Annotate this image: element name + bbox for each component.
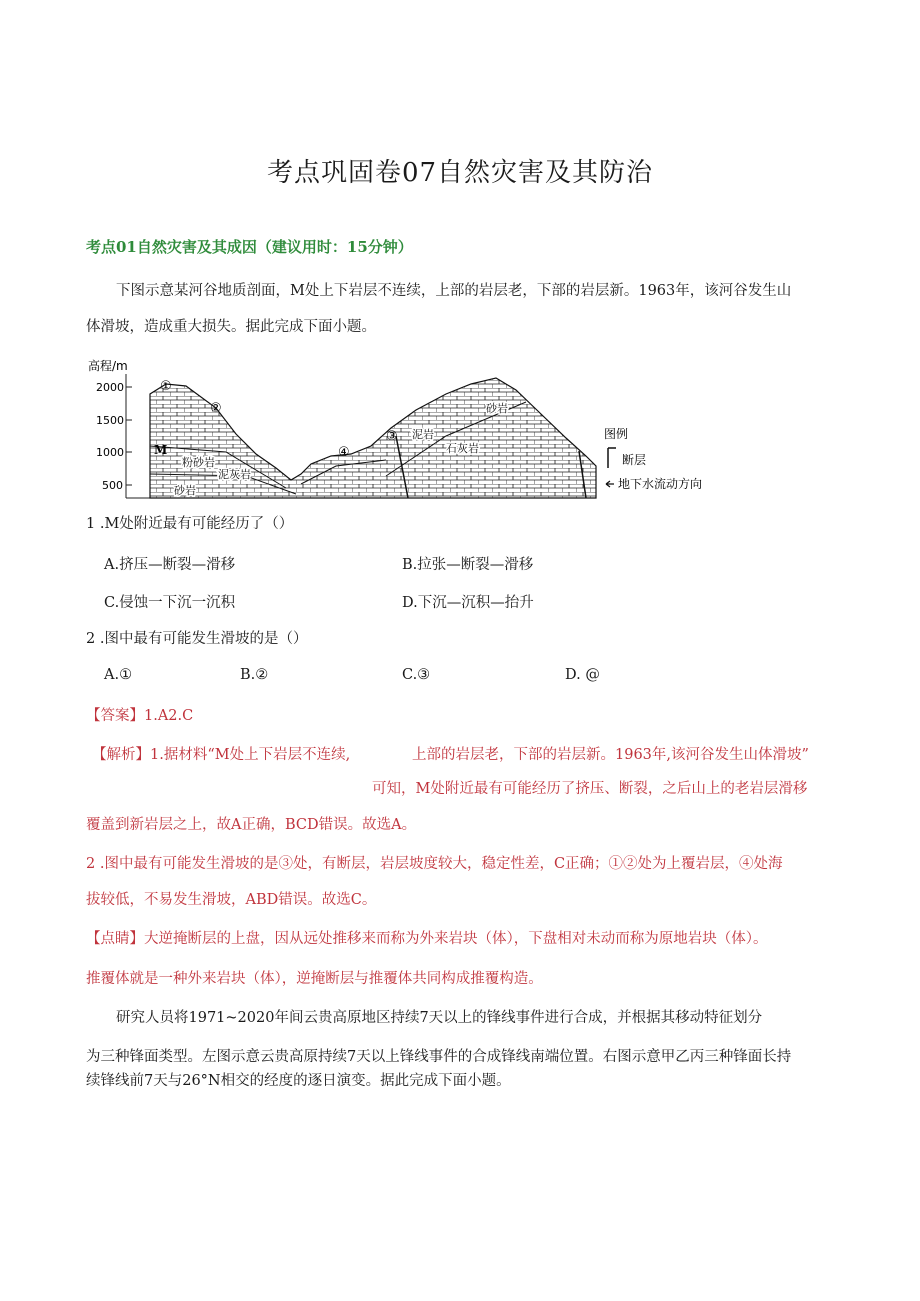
rock-label-limestone: 石灰岩 (446, 442, 479, 455)
analysis-1-part-b: 上部的岩层老，下部的岩层新。1963年,该河谷发生山体滑坡” (412, 747, 809, 763)
point-2: ② (210, 401, 222, 416)
paragraph-2-line-3: 续锋线前7天与26°N相交的经度的逐日演变。据此完成下面小题。 (86, 1073, 511, 1089)
y-axis-label: 高程/m (88, 359, 128, 373)
rock-label-sandstone-right: 砂岩 (486, 402, 508, 415)
legend-fault-label: 断层 (622, 453, 647, 467)
point-1: ① (160, 379, 172, 394)
intro-line-2: 体滑坡，造成重大损失。据此完成下面小题。 (86, 319, 376, 335)
rock-label-marl: 泥灰岩 (218, 468, 251, 481)
analysis-2-line-2: 拔较低，不易发生滑坡，ABD错误。故选C。 (86, 892, 377, 908)
geologic-cross-section (86, 356, 736, 506)
question-1-option-b: B.拉张—断裂—滑移 (402, 557, 534, 573)
y-tick-2000: 2000 (96, 381, 124, 394)
legend-water-label: 地下水流动方向 (618, 477, 703, 491)
question-1-option-a: A.挤压—断裂—滑移 (104, 557, 236, 573)
question-2-option-a: A.① (104, 667, 133, 683)
question-2-stem: 2 .图中最有可能发生滑坡的是（） (86, 631, 308, 647)
m-label: M (154, 443, 168, 457)
point-3: ③ (386, 429, 398, 444)
rock-label-siltstone: 粉砂岩 (182, 456, 215, 469)
page-title: 考点巩固卷07自然灾害及其防治 (266, 158, 654, 188)
tip-line-1: 【点睛】大逆掩断层的上盘，因从远处推移来而称为外来岩块（体），下盘相对未动而称为原地岩块（体）。 (86, 931, 768, 947)
intro-line-1: 下图示意某河谷地质剖面，M处上下岩层不连续，上部的岩层老，下部的岩层新。1963年，该河谷发生山 (116, 283, 792, 299)
section-heading: 考点01自然灾害及其成因（建议用时：15分钟） (86, 238, 413, 256)
answer: 【答案】1.A2.C (86, 708, 194, 724)
analysis-1-part-d: 覆盖到新岩层之上，故A正确，BCD错误。故选A。 (86, 817, 417, 833)
paragraph-2-line-1: 研究人员将1971~2020年间云贵高原地区持续7天以上的锋线事件进行合成，并根据其移动特征划分 (116, 1010, 763, 1026)
rock-label-sandstone-left: 砂岩 (174, 484, 196, 497)
tip-line-2: 推覆体就是一种外来岩块（体），逆掩断层与推覆体共同构成推覆构造。 (86, 971, 543, 987)
question-1-option-d: D.下沉—沉积—抬升 (402, 595, 534, 611)
terrain-profile (150, 378, 596, 498)
question-2-option-c: C.③ (402, 667, 431, 683)
question-1-stem: 1 .M处附近最有可能经历了（） (86, 516, 294, 532)
analysis-2-line-1: 2 .图中最有可能发生滑坡的是③处，有断层，岩层坡度较大，稳定性差，C正确；①②处为上覆岩层，④处海 (86, 856, 783, 872)
rock-label-mudstone: 泥岩 (412, 428, 434, 441)
paragraph-2-line-2: 为三种锋面类型。左图示意云贵高原持续7天以上锋线事件的合成锋线南端位置。右图示意甲乙丙三种锋面长持 (86, 1049, 792, 1065)
y-tick-1500: 1500 (96, 414, 124, 427)
question-2-option-b: B.② (240, 667, 269, 683)
y-tick-500: 500 (102, 479, 123, 492)
analysis-1-part-c: 可知，M处附近最有可能经历了挤压、断裂，之后山上的老岩层滑移 (372, 781, 808, 797)
question-2-option-d: D. @ (565, 667, 600, 683)
legend-title: 图例 (604, 427, 629, 441)
question-1-option-c: C.侵蚀一下沉一沉积 (104, 595, 236, 611)
legend-water-arrow-icon (606, 481, 614, 487)
analysis-1-part-a: 【解析】1.据材料“M处上下岩层不连续, (92, 747, 351, 763)
point-4: ④ (338, 445, 350, 460)
y-tick-1000: 1000 (96, 446, 124, 459)
